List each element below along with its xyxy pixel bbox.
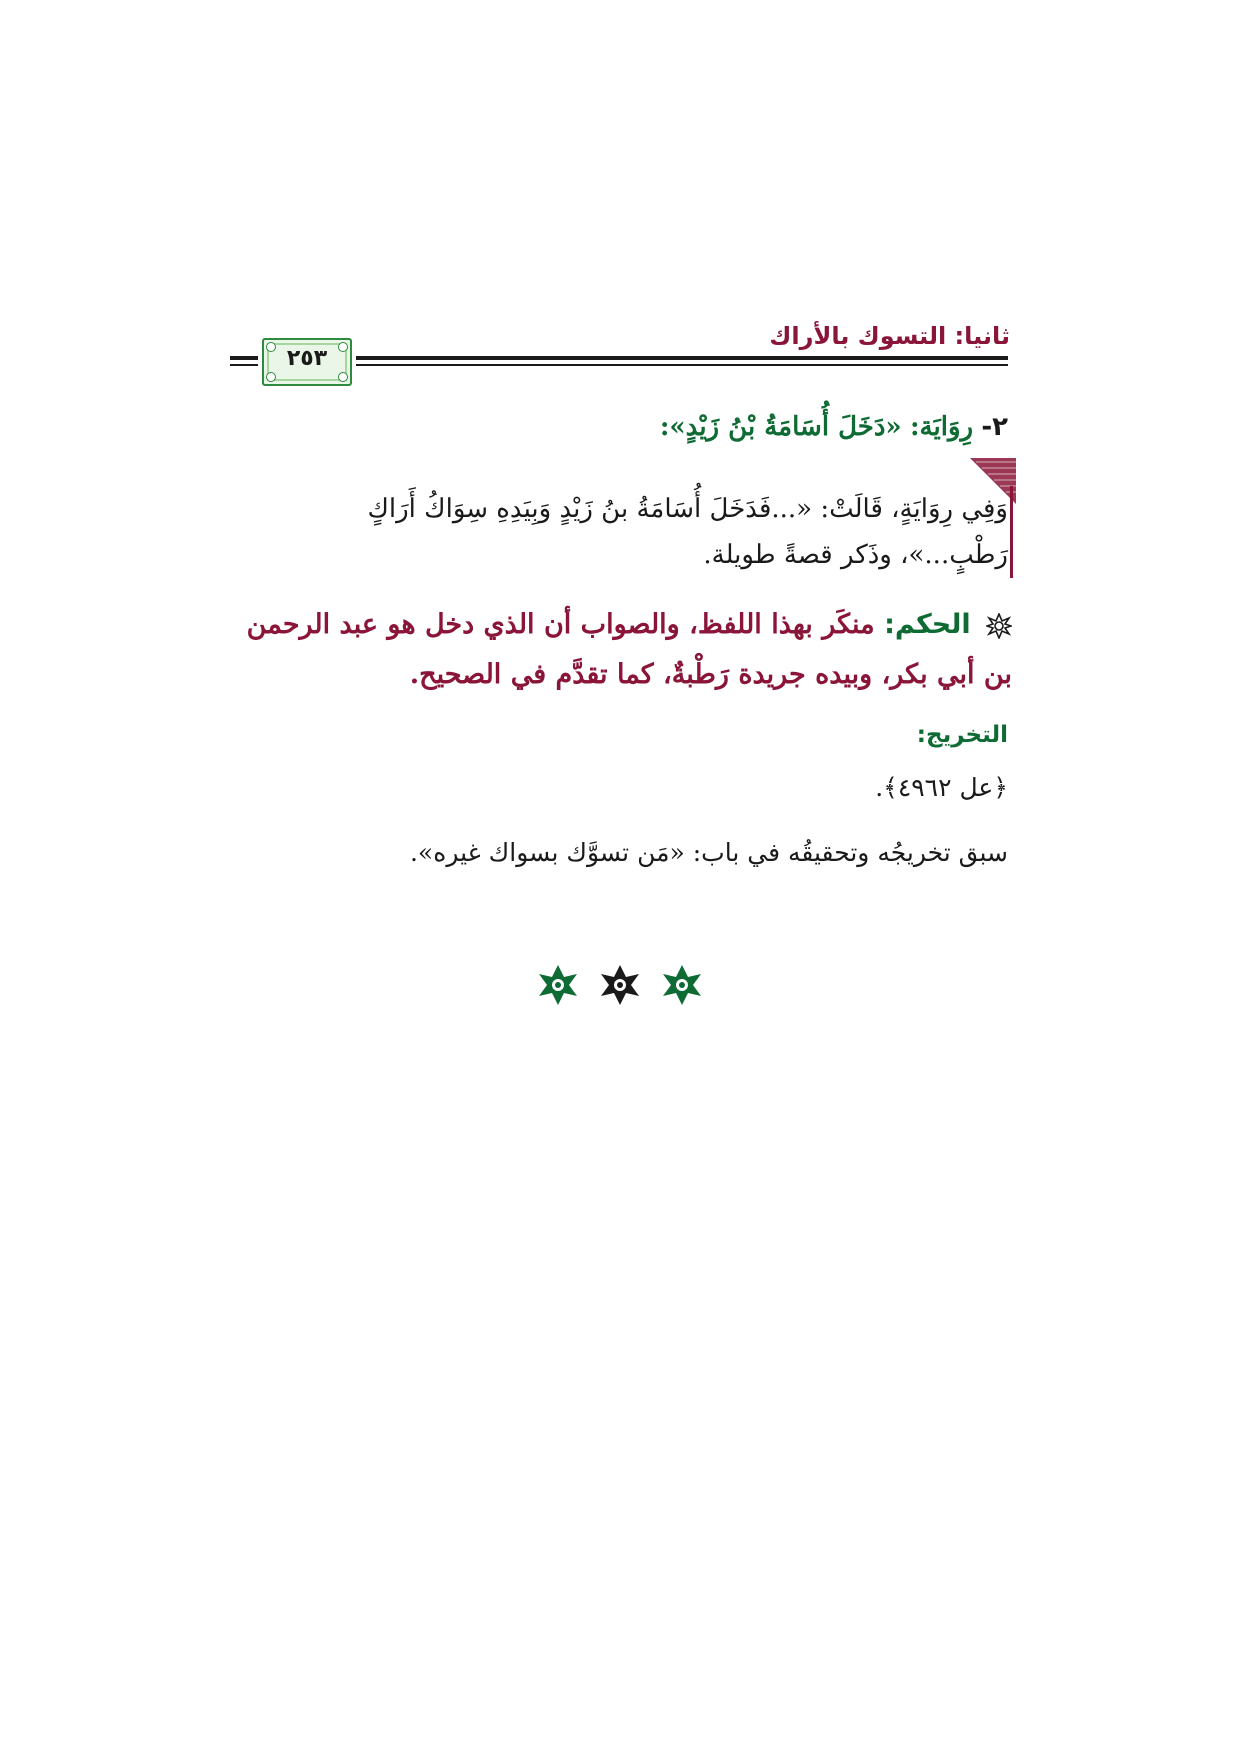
verdict-text: منكَر بهذا اللفظ، والصواب أن الذي دخل هو عبد الرحمن بن أبي بكر، وبيده جريدة رَطْبةٌ، كما تقدَّم في الصحيح. bbox=[246, 609, 1012, 690]
section-label: رِوَايَة: bbox=[909, 412, 974, 442]
flower-ornament-icon bbox=[539, 965, 577, 1005]
section-quote: «دَخَلَ أُسَامَةُ بْنُ زَيْدٍ»: bbox=[659, 412, 902, 442]
header-rule-left-thin bbox=[230, 364, 258, 366]
flower-ornament-icon bbox=[986, 613, 1012, 639]
quote-side-rule bbox=[1010, 486, 1013, 578]
hadith-quote: وَفِي رِوَايَةٍ، قَالَتْ: «...فَدَخَلَ أُسَامَةُ بنُ زَيْدٍ وَبِيَدِهِ سِوَاكُ أَرَاكٍ رَطْبٍ...»، وذَكر قصةً طويلة. bbox=[367, 494, 1008, 570]
takhrij-note: سبق تخريجُه وتحقيقُه في باب: «مَن تسوَّك بسواك غيره». bbox=[409, 838, 1008, 867]
flower-ornament-icon bbox=[601, 965, 639, 1005]
header-rule-left-thick bbox=[230, 356, 258, 360]
section-heading bbox=[560, 402, 1008, 452]
running-header-title: ثانيا: التسوك بالأراك bbox=[769, 322, 1010, 350]
verdict-lead: الحكم: bbox=[884, 609, 971, 640]
frame-corner-ornament bbox=[338, 372, 348, 382]
header-rule-right-thin bbox=[356, 364, 1008, 366]
takhrij-heading: التخريج: bbox=[916, 722, 1008, 748]
section-number: ٢- bbox=[981, 412, 1008, 442]
page-number: ٢٥٣ bbox=[286, 346, 328, 371]
frame-corner-ornament bbox=[266, 372, 276, 382]
flower-ornament-icon bbox=[663, 965, 701, 1005]
page-number-frame bbox=[262, 338, 352, 386]
header-rule-right-thick bbox=[356, 356, 1008, 360]
closing-ornaments bbox=[520, 960, 720, 1010]
takhrij-reference: ﴿عل ٤٩٦٢﴾. bbox=[875, 773, 1008, 802]
verdict-paragraph bbox=[232, 600, 1012, 700]
